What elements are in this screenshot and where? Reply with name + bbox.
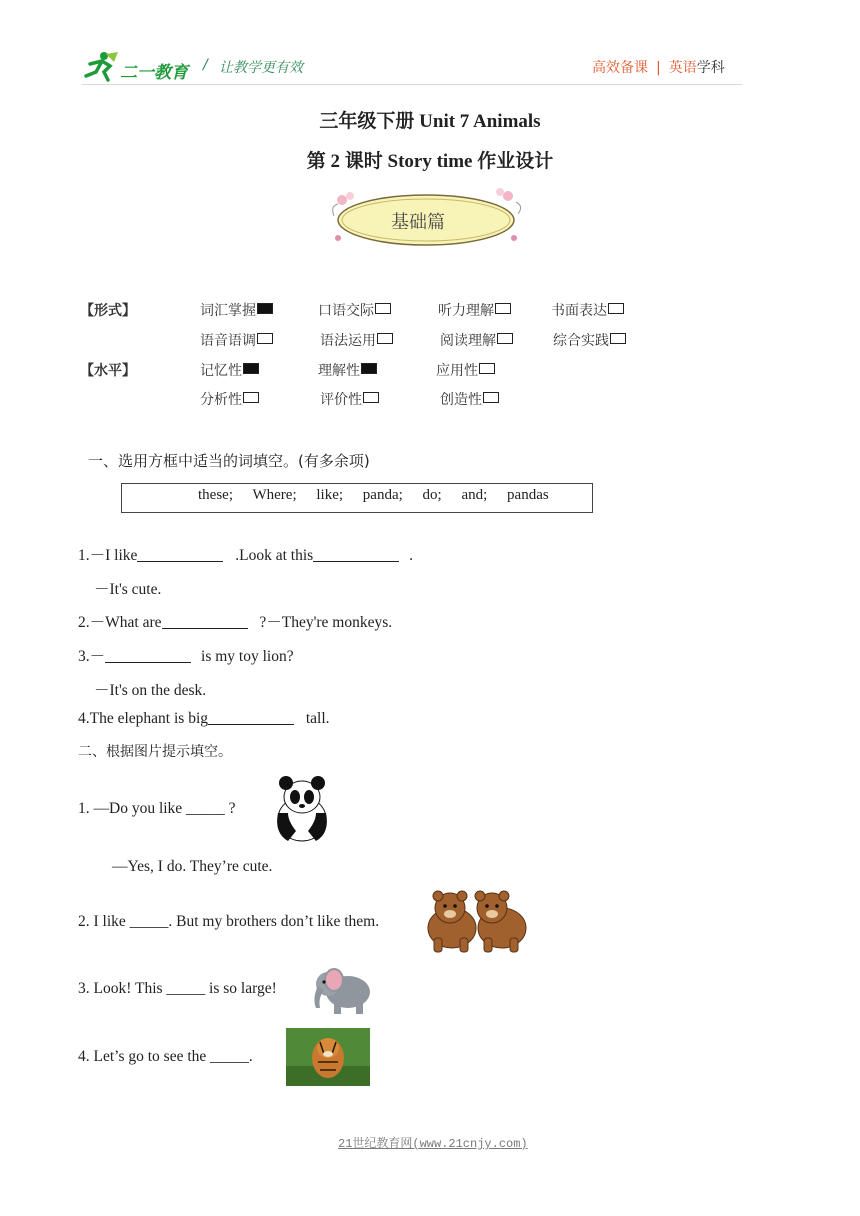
subject-suffix: 学科 bbox=[696, 60, 725, 76]
question-1-reply: －It's cute. bbox=[94, 581, 162, 598]
checkbox-icon bbox=[363, 392, 379, 403]
word-option: and; bbox=[461, 487, 488, 503]
question-2: 2.－What are ?－They're monkeys. bbox=[78, 614, 393, 631]
checkbox-icon bbox=[257, 333, 273, 344]
picture-question-4: 4. Let’s go to see the _____. bbox=[78, 1048, 253, 1065]
form-item: 口语交际 bbox=[318, 300, 391, 320]
picture-question-2: 2. I like _____. But my brothers don’t like them. bbox=[78, 913, 380, 930]
checkbox-checked-icon bbox=[243, 363, 259, 374]
answer-blank[interactable] bbox=[313, 547, 399, 562]
header-right bbox=[592, 57, 725, 77]
checkbox-checked-icon bbox=[257, 303, 273, 314]
picture-question-1-reply: —Yes, I do. They’re cute. bbox=[112, 858, 273, 875]
picture-question-1: 1. —Do you like _____ ? bbox=[78, 800, 236, 817]
answer-blank[interactable] bbox=[162, 614, 248, 629]
word-option: like; bbox=[316, 487, 344, 503]
checkbox-icon bbox=[375, 303, 391, 314]
checkbox-icon bbox=[608, 303, 624, 314]
word-option: Where; bbox=[252, 487, 297, 503]
header-divider: | bbox=[656, 60, 661, 76]
level-item: 理解性 bbox=[318, 360, 377, 380]
answer-blank[interactable] bbox=[208, 710, 294, 725]
checkbox-icon bbox=[610, 333, 626, 344]
question-3-reply: －It's on the desk. bbox=[94, 682, 207, 699]
page-subtitle: 第 2 课时 Story time 作业设计 bbox=[306, 151, 554, 172]
level-item: 分析性 bbox=[200, 389, 259, 409]
word-option: do; bbox=[422, 487, 442, 503]
course-label: 高效备课 bbox=[592, 60, 648, 76]
level-label: 【水平】 bbox=[80, 363, 136, 379]
form-item: 语音语调 bbox=[200, 330, 273, 350]
level-item: 创造性 bbox=[440, 389, 499, 409]
answer-blank[interactable] bbox=[137, 547, 223, 562]
question-3: 3.－ is my toy lion? bbox=[78, 648, 294, 665]
form-item: 听力理解 bbox=[438, 300, 511, 320]
level-item: 应用性 bbox=[436, 360, 495, 380]
header bbox=[0, 0, 860, 90]
word-box bbox=[121, 483, 593, 513]
footer-link[interactable]: 21世纪教育网(www.21cnjy.com) bbox=[338, 1137, 528, 1151]
form-item: 书面表达 bbox=[551, 300, 624, 320]
header-rule bbox=[82, 84, 742, 85]
question-1: 1.－I like .Look at this . bbox=[78, 547, 413, 564]
tiger-photo bbox=[286, 1028, 370, 1086]
checkbox-icon bbox=[243, 392, 259, 403]
word-option: panda; bbox=[362, 487, 403, 503]
picture-question-3: 3. Look! This _____ is so large! bbox=[78, 980, 277, 997]
level-item: 记忆性 bbox=[200, 360, 259, 380]
logo-runner-icon bbox=[82, 50, 122, 82]
section1-heading: 一、选用方框中适当的词填空。(有多余项) bbox=[88, 452, 370, 470]
form-item: 综合实践 bbox=[553, 330, 626, 350]
level-item: 评价性 bbox=[320, 389, 379, 409]
checkbox-icon bbox=[479, 363, 495, 374]
slogan: 让教学更有效 bbox=[219, 60, 303, 76]
form-item: 语法运用 bbox=[320, 330, 393, 350]
elephant-icon bbox=[308, 962, 376, 1016]
question-4: 4.The elephant is big tall. bbox=[78, 710, 330, 727]
panda-icon bbox=[270, 773, 334, 845]
checkbox-icon bbox=[495, 303, 511, 314]
checkbox-icon bbox=[497, 333, 513, 344]
checkbox-checked-icon bbox=[361, 363, 377, 374]
form-item: 阅读理解 bbox=[440, 330, 513, 350]
slogan-separator: / bbox=[203, 57, 208, 73]
section2-heading: 二、根据图片提示填空。 bbox=[78, 744, 232, 760]
checkbox-icon bbox=[377, 333, 393, 344]
subject-label: 英语 bbox=[668, 60, 697, 76]
bears-icon bbox=[422, 888, 536, 954]
banner-text: 基础篇 bbox=[391, 212, 445, 233]
answer-blank[interactable] bbox=[105, 648, 191, 663]
word-option: these; bbox=[198, 487, 233, 503]
form-label: 【形式】 bbox=[80, 303, 136, 319]
logo-name: 二一教育 bbox=[120, 63, 188, 83]
form-item: 词汇掌握 bbox=[200, 300, 273, 320]
word-option: pandas bbox=[507, 487, 549, 503]
checkbox-icon bbox=[483, 392, 499, 403]
page-title: 三年级下册 Unit 7 Animals bbox=[319, 111, 541, 132]
